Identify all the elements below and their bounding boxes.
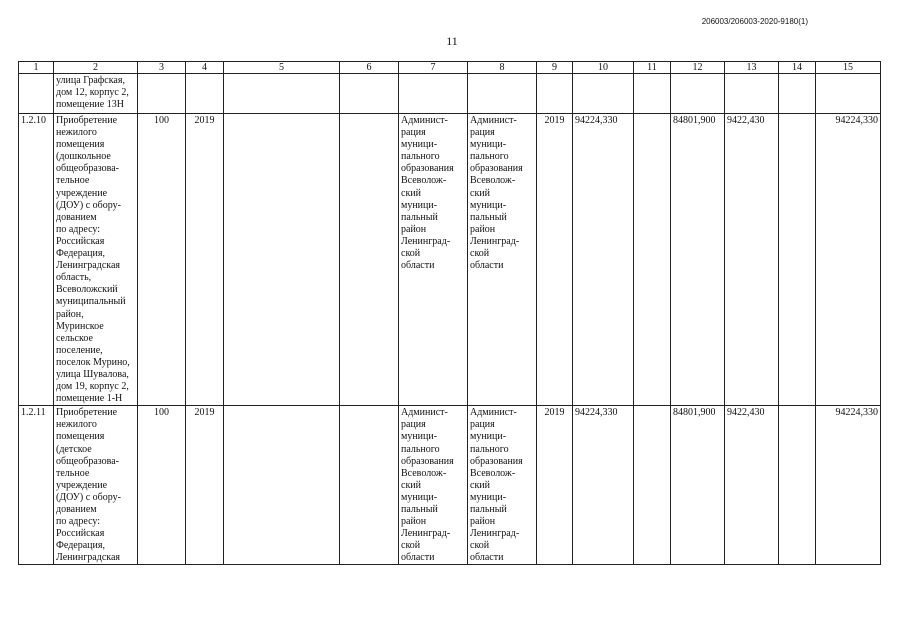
cell-col-11 [634, 406, 671, 565]
cell-col-12: 84801,900 [671, 406, 725, 565]
cell-col-15: 94224,330 [816, 406, 881, 565]
column-header: 14 [779, 62, 816, 74]
cell-col-15: 94224,330 [816, 114, 881, 406]
investment-table [18, 61, 881, 565]
cell-col-13: 9422,430 [725, 406, 779, 565]
column-header: 12 [671, 62, 725, 74]
cell-col-11 [634, 114, 671, 406]
cell-col-7: Админист- рация муници- пального образования Всеволож- ский муници- пальный район Ленинград- ской области [399, 114, 468, 406]
column-header: 3 [138, 62, 186, 74]
cell-col-14 [779, 74, 816, 114]
column-header: 7 [399, 62, 468, 74]
cell-col-12 [671, 74, 725, 114]
cell-col-4: 2019 [186, 406, 224, 565]
column-header: 2 [54, 62, 138, 74]
cell-col-6 [340, 406, 399, 565]
cell-col-14 [779, 406, 816, 565]
cell-col-8 [468, 74, 537, 114]
cell-col-5 [224, 406, 340, 565]
column-header: 13 [725, 62, 779, 74]
column-header: 6 [340, 62, 399, 74]
table-row [19, 406, 881, 565]
cell-col-13: 9422,430 [725, 114, 779, 406]
column-header: 9 [537, 62, 573, 74]
cell-col-12: 84801,900 [671, 114, 725, 406]
cell-col-5 [224, 74, 340, 114]
column-header: 10 [573, 62, 634, 74]
table-row [19, 114, 881, 406]
cell-col-4 [186, 74, 224, 114]
table-row [19, 74, 881, 114]
column-header: 1 [19, 62, 54, 74]
cell-col-8: Админист- рация муници- пального образования Всеволож- ский муници- пальный район Ленинград- ской области [468, 114, 537, 406]
column-header: 15 [816, 62, 881, 74]
cell-item-number: 1.2.11 [19, 406, 54, 565]
cell-col-9: 2019 [537, 406, 573, 565]
cell-col-5 [224, 114, 340, 406]
cell-description: Приобретение нежилого помещения (детское общеобразова- тельное учреждение (ДОУ) с обору- дованием по адресу: Российская Федерация, Ленинградская [54, 406, 138, 565]
table-header-row [19, 62, 881, 74]
column-header: 5 [224, 62, 340, 74]
cell-col-3: 100 [138, 114, 186, 406]
cell-col-3: 100 [138, 406, 186, 565]
cell-col-4: 2019 [186, 114, 224, 406]
column-header: 11 [634, 62, 671, 74]
cell-description: улица Графская, дом 12, корпус 2, помещение 13Н [54, 74, 138, 114]
cell-col-3 [138, 74, 186, 114]
cell-col-15 [816, 74, 881, 114]
cell-col-8: Админист- рация муници- пального образования Всеволож- ский муници- пальный район Ленинград- ской области [468, 406, 537, 565]
cell-item-number [19, 74, 54, 114]
cell-col-11 [634, 74, 671, 114]
cell-col-10: 94224,330 [573, 114, 634, 406]
cell-col-10: 94224,330 [573, 406, 634, 565]
document-number: 206003/206003-2020-9180(1) [701, 17, 808, 26]
cell-item-number: 1.2.10 [19, 114, 54, 406]
cell-col-9: 2019 [537, 114, 573, 406]
cell-col-7: Админист- рация муници- пального образования Всеволож- ский муници- пальный район Ленинград- ской области [399, 406, 468, 565]
cell-col-6 [340, 114, 399, 406]
cell-col-10 [573, 74, 634, 114]
cell-col-13 [725, 74, 779, 114]
page-number: 11 [446, 34, 458, 48]
cell-col-6 [340, 74, 399, 114]
cell-col-9 [537, 74, 573, 114]
column-header: 8 [468, 62, 537, 74]
column-header: 4 [186, 62, 224, 74]
cell-description: Приобретение нежилого помещения (дошкольное общеобразова- тельное учреждение (ДОУ) с обору- дованием по адресу: Российская Федерация, Ленинградская область, Всеволожский муниципальный район, Муринское сельское поселение, поселок Мурино, улица Шувалова, дом 19, корпус 2, помещение 1-Н [54, 114, 138, 406]
cell-col-7 [399, 74, 468, 114]
cell-col-14 [779, 114, 816, 406]
